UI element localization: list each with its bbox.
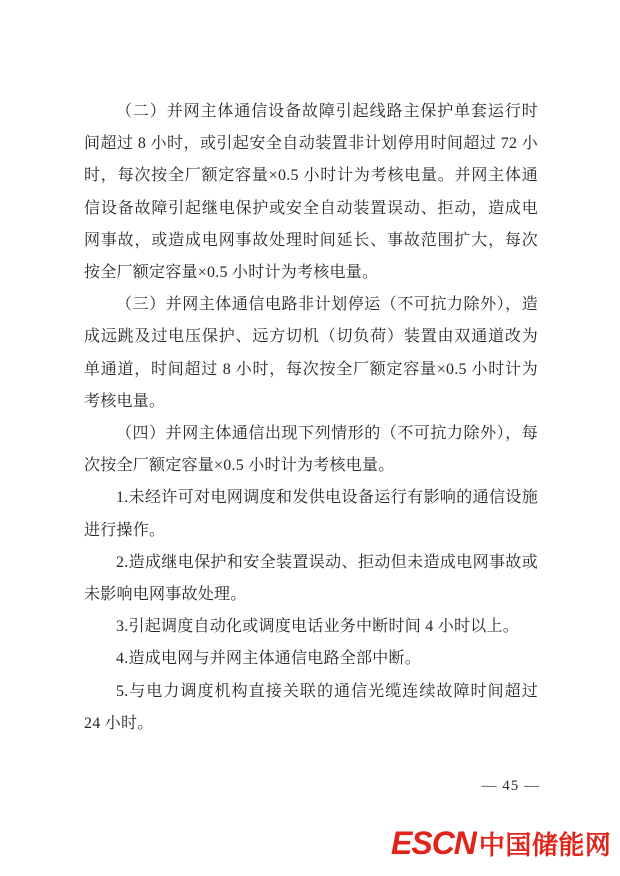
document-body bbox=[84, 96, 538, 740]
paragraph-item-2: （二）并网主体通信设备故障引起线路主保护单套运行时间超过 8 小时，或引起安全自动装置非计划停用时间超过 72 小时，每次按全厂额定容量×0.5 小时计为考核电量。并网主体通信设备故障引起继电保护或安全自动装置误动、拒动，造成电网事故，或造成电网事故处理时间延长、事故范围扩大，每次按全厂额定容量×0.5 小时计为考核电量。 bbox=[84, 103, 538, 282]
paragraph-item-4: （四）并网主体通信出现下列情形的（不可抗力除外），每次按全厂额定容量×0.5 小时计为考核电量。 bbox=[84, 425, 538, 475]
paragraph-list-1: 1.未经许可对电网调度和发供电设备运行有影响的通信设施进行操作。 bbox=[84, 489, 538, 539]
escn-watermark-logo bbox=[391, 825, 611, 862]
paragraph-list-4: 4.造成电网与并网主体通信电路全部中断。 bbox=[116, 650, 422, 668]
paragraph-list-5: 5.与电力调度机构直接关联的通信光缆连续故障时间超过 24 小时。 bbox=[84, 682, 538, 732]
escn-logo-latin-text: ESCN bbox=[391, 825, 476, 861]
paragraph-item-3: （三）并网主体通信电路非计划停运（不可抗力除外），造成远跳及过电压保护、远方切机（切负荷）装置由双通道改为单通道，时间超过 8 小时，每次按全厂额定容量×0.5 小时计为考核电量。 bbox=[84, 296, 538, 410]
paragraph-list-2: 2.造成继电保护和安全装置误动、拒动但未造成电网事故或未影响电网事故处理。 bbox=[84, 553, 538, 604]
escn-logo-cjk-text: 中国储能网 bbox=[478, 830, 612, 860]
paragraph-list-3: 3.引起调度自动化或调度电话业务中断时间 4 小时以上。 bbox=[116, 618, 520, 636]
page-number: — 45 — bbox=[481, 778, 540, 794]
